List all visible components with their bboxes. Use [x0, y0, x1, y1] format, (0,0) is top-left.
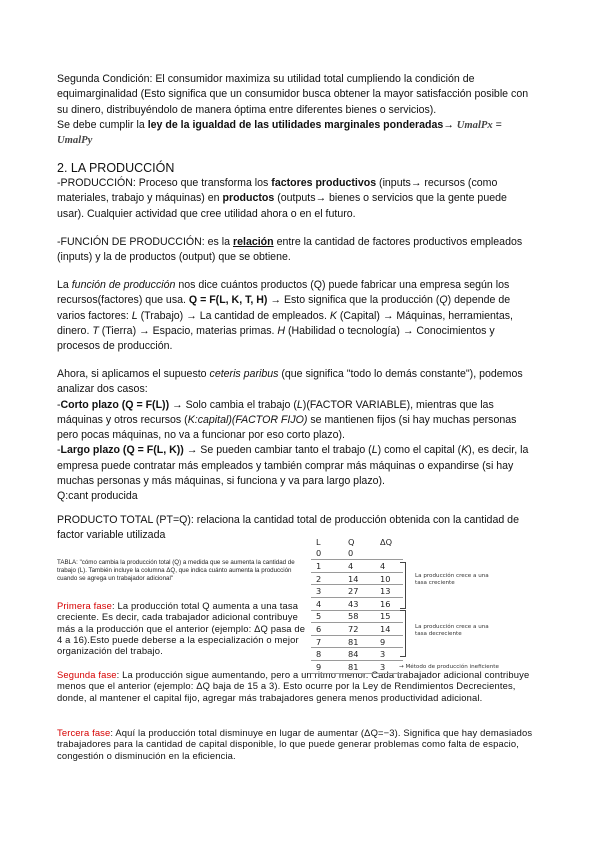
text-span: (outputs→ bienes o servicios que la gente puede usar). Cualquier actividad que cree utilidad ahora o en el futuro.: [57, 192, 507, 220]
table-row: [311, 610, 403, 623]
section-title: 2. LA PRODUCCIÓN: [57, 161, 175, 175]
table-row: [311, 548, 403, 560]
table-cell: 1: [311, 560, 345, 573]
italic-span: ceteris paribus: [209, 368, 279, 380]
text-span: (que significa "todo lo demás constante"), podemos analizar dos casos:: [57, 368, 523, 396]
formula-b: UmalPy: [57, 135, 93, 147]
text-span: → Solo cambia el trabajo (: [169, 398, 297, 411]
producto-total-paragraph: PRODUCTO TOTAL (PT=Q): relaciona la cantidad total de producción obtenida con la cantidad de factor variable utilizada: [57, 514, 519, 542]
dash: -: [57, 398, 61, 411]
text-span: ) depende de varios factores:: [57, 294, 511, 322]
bold-span: factores productivos: [271, 177, 377, 189]
italic-span: L: [296, 398, 303, 411]
text-span: (inputs→ recursos (como materiales, trabajo y máquinas) en: [57, 177, 498, 205]
table-cell: 10: [378, 572, 403, 585]
table-cell: 43: [345, 597, 378, 610]
fase-2: [57, 669, 537, 703]
table-cell: 58: [345, 610, 378, 623]
table-cell: 5: [311, 610, 345, 623]
table-cell: 15: [378, 610, 403, 623]
italic-span: K: [461, 444, 469, 457]
table-cell: 81: [345, 660, 378, 673]
table-header-cell: ΔQ: [380, 536, 393, 547]
table-cell: 7: [311, 635, 345, 648]
table-cell: 72: [345, 623, 378, 636]
text-span: (Tierra) → Espacio, materias primas.: [98, 324, 278, 337]
intro-text: Segunda Condición: El consumidor maximiza su utilidad total cumpliendo la condición de equimarginalidad (Esto significa que un consumidor busca obtener la mayor satisfacción posible con su dinero, distribuyéndolo de manera óptima entre diferentes bienes o servicios).: [57, 73, 529, 116]
table-header-row: [311, 536, 403, 548]
italic-span: L: [371, 444, 378, 457]
table-cell: 3: [311, 585, 345, 598]
italic-span: H: [277, 324, 286, 337]
table-header-cell: L: [316, 536, 321, 547]
text-span: (Capital) → Máquinas, herramientas, dinero.: [57, 309, 513, 337]
intro-paragraph: [57, 72, 535, 148]
text-span: -FUNCIÓN DE PRODUCCIÓN: es la: [57, 236, 233, 248]
text-span: (Trabajo) → La cantidad de empleados.: [137, 309, 330, 322]
table-row: [311, 585, 403, 598]
table-row: [311, 623, 403, 636]
ceteris-paragraph: [57, 367, 535, 505]
formula-a: UmalPx: [456, 119, 493, 131]
table-row: [311, 560, 403, 573]
production-table: [311, 536, 403, 674]
table-cell: 6: [311, 623, 345, 636]
text-span: ), es decir, la empresa puede contratar más empleados y también comprar más máquinas o expandirse (si hay muchas personas y más máquinas, si funciona y va para largo plazo).: [57, 444, 529, 488]
fase-3-label: Tercera fase: [57, 727, 111, 738]
text-span: Ahora, si aplicamos el supuesto: [57, 368, 210, 380]
table-cell: 9: [311, 660, 345, 673]
table-cell: 2: [311, 572, 345, 585]
bold-span: productos: [222, 192, 275, 205]
table-cell: [378, 548, 403, 560]
table-cell: 4: [345, 560, 378, 573]
table-row: [311, 660, 403, 673]
text-span: → Se pueden cambiar tanto el trabajo (: [183, 444, 372, 457]
italic-span: T: [92, 324, 99, 337]
italic-span: Q: [439, 294, 448, 307]
fase-1-label: Primera fase: [57, 600, 112, 611]
tabla-note: TABLA: "cómo cambia la producción total (Q) a medida que se aumenta la cantidad de trabajo (L). También incluye la columna ΔQ, que indica cuánto aumenta la producción cuando se agrega un trabajador adicional": [57, 559, 295, 582]
annotation-creciente: La producción crece a una tasa creciente: [415, 573, 489, 586]
italic-span: L: [131, 309, 138, 322]
text-span: → Esto significa que la producción (: [267, 294, 440, 307]
text-span: se mantienen fijos (si hay muchas personas pero pocas máquinas, no va a funcionar por eso corto plazo).: [57, 413, 517, 442]
text-span: La: [57, 279, 72, 291]
annotation-decreciente: La producción crece a una tasa decreciente: [415, 624, 489, 637]
table-cell: 3: [378, 648, 403, 661]
table-cell: 9: [378, 635, 403, 648]
dash: -: [57, 444, 61, 457]
italic-span: función de producción: [71, 279, 176, 291]
fase-3-text: : Aquí la producción total disminuye en lugar de aumentar (ΔQ=−3). Significa que hay demasiados trabajadores para la cantidad de capital disponible, lo que puede generar problemas como falta de espacio, congestión o disminución en la eficiencia.: [57, 727, 533, 761]
table-cell: 14: [345, 572, 378, 585]
text-span: nos dice cuántos productos (Q) puede fabricar una empresa según los recursos(factores) que usa.: [57, 279, 510, 307]
formula-eq: =: [492, 118, 502, 131]
fase-2-text: : La producción sigue aumentando, pero a un ritmo menor. Cada trabajador adicional contribuye menos que el anterior (ejemplo: ΔQ baja de 15 a 3). Esto ocurre por la Ley de Rendimientos Decrecientes, donde, al mantener el capital fijo, agregar más trabajadores genera menos productividad adicional.: [57, 669, 530, 703]
table-row: [311, 572, 403, 585]
table-cell: 0: [311, 548, 345, 560]
bracket-creciente: [400, 562, 406, 609]
italic-span: K: [329, 309, 337, 322]
fase-1-text: : La producción total Q aumenta a una tasa creciente. Es decir, cada trabajador adicional contribuye más a la producción que el anterior (ejemplo: ΔQ pasa de 4 a 16).Esto puede deberse a la especialización o mejor organización del trabajo.: [57, 600, 306, 657]
rule-bold: ley de la igualdad de las utilidades marginales ponderadas: [147, 118, 444, 131]
table-row: [311, 635, 403, 648]
fase-2-label: Segunda fase: [57, 669, 117, 680]
largo-plazo-label: Largo plazo (Q = F(L, K)): [60, 444, 184, 457]
table-row: [311, 597, 403, 610]
annotation-ineficiente: → Método de producción ineficiente: [399, 664, 499, 670]
table-cell: 16: [378, 597, 403, 610]
rule-arrow: →: [443, 118, 457, 131]
produccion-paragraph: [57, 176, 535, 222]
table-cell: 4: [378, 560, 403, 573]
text-span: (Habilidad o tecnología) → Conocimientos y procesos de producción.: [57, 324, 495, 353]
la-funcion-paragraph: [57, 278, 535, 354]
text-span: )(FACTOR VARIABLE), mientras que las máquinas y otros recursos (: [57, 398, 494, 426]
table-cell: 84: [345, 648, 378, 661]
table-cell: 0: [345, 548, 378, 560]
table-cell: 8: [311, 648, 345, 661]
table-cell: 27: [345, 585, 378, 598]
table-cell: 14: [378, 623, 403, 636]
fase-1: [57, 600, 307, 656]
table-row: [311, 648, 403, 661]
fase-3: [57, 727, 537, 761]
italic-span: K:capital)(FACTOR FIJO): [187, 413, 308, 426]
funcion-paragraph: [57, 235, 535, 266]
table-cell: 4: [311, 597, 345, 610]
table-cell: 3: [378, 660, 403, 673]
corto-plazo-label: Corto plazo (Q = F(L)): [60, 398, 170, 411]
bracket-decreciente: [400, 610, 406, 657]
formula-bold: Q = F(L, K, T, H): [188, 294, 268, 307]
text-span: -PRODUCCIÓN: Proceso que transforma los: [57, 177, 272, 189]
table-cell: 81: [345, 635, 378, 648]
table-cell: 13: [378, 585, 403, 598]
rule-prefix: Se debe cumplir la: [57, 118, 148, 131]
qcant-line: Q:cant producida: [57, 490, 138, 503]
text-span: ) como el capital (: [377, 444, 462, 457]
text-span: entre la cantidad de factores productivos empleados (inputs) y la de productos (output) que se obtiene.: [57, 236, 523, 264]
table-header-cell: Q: [348, 536, 355, 547]
bold-underline-span: relación: [233, 236, 274, 248]
